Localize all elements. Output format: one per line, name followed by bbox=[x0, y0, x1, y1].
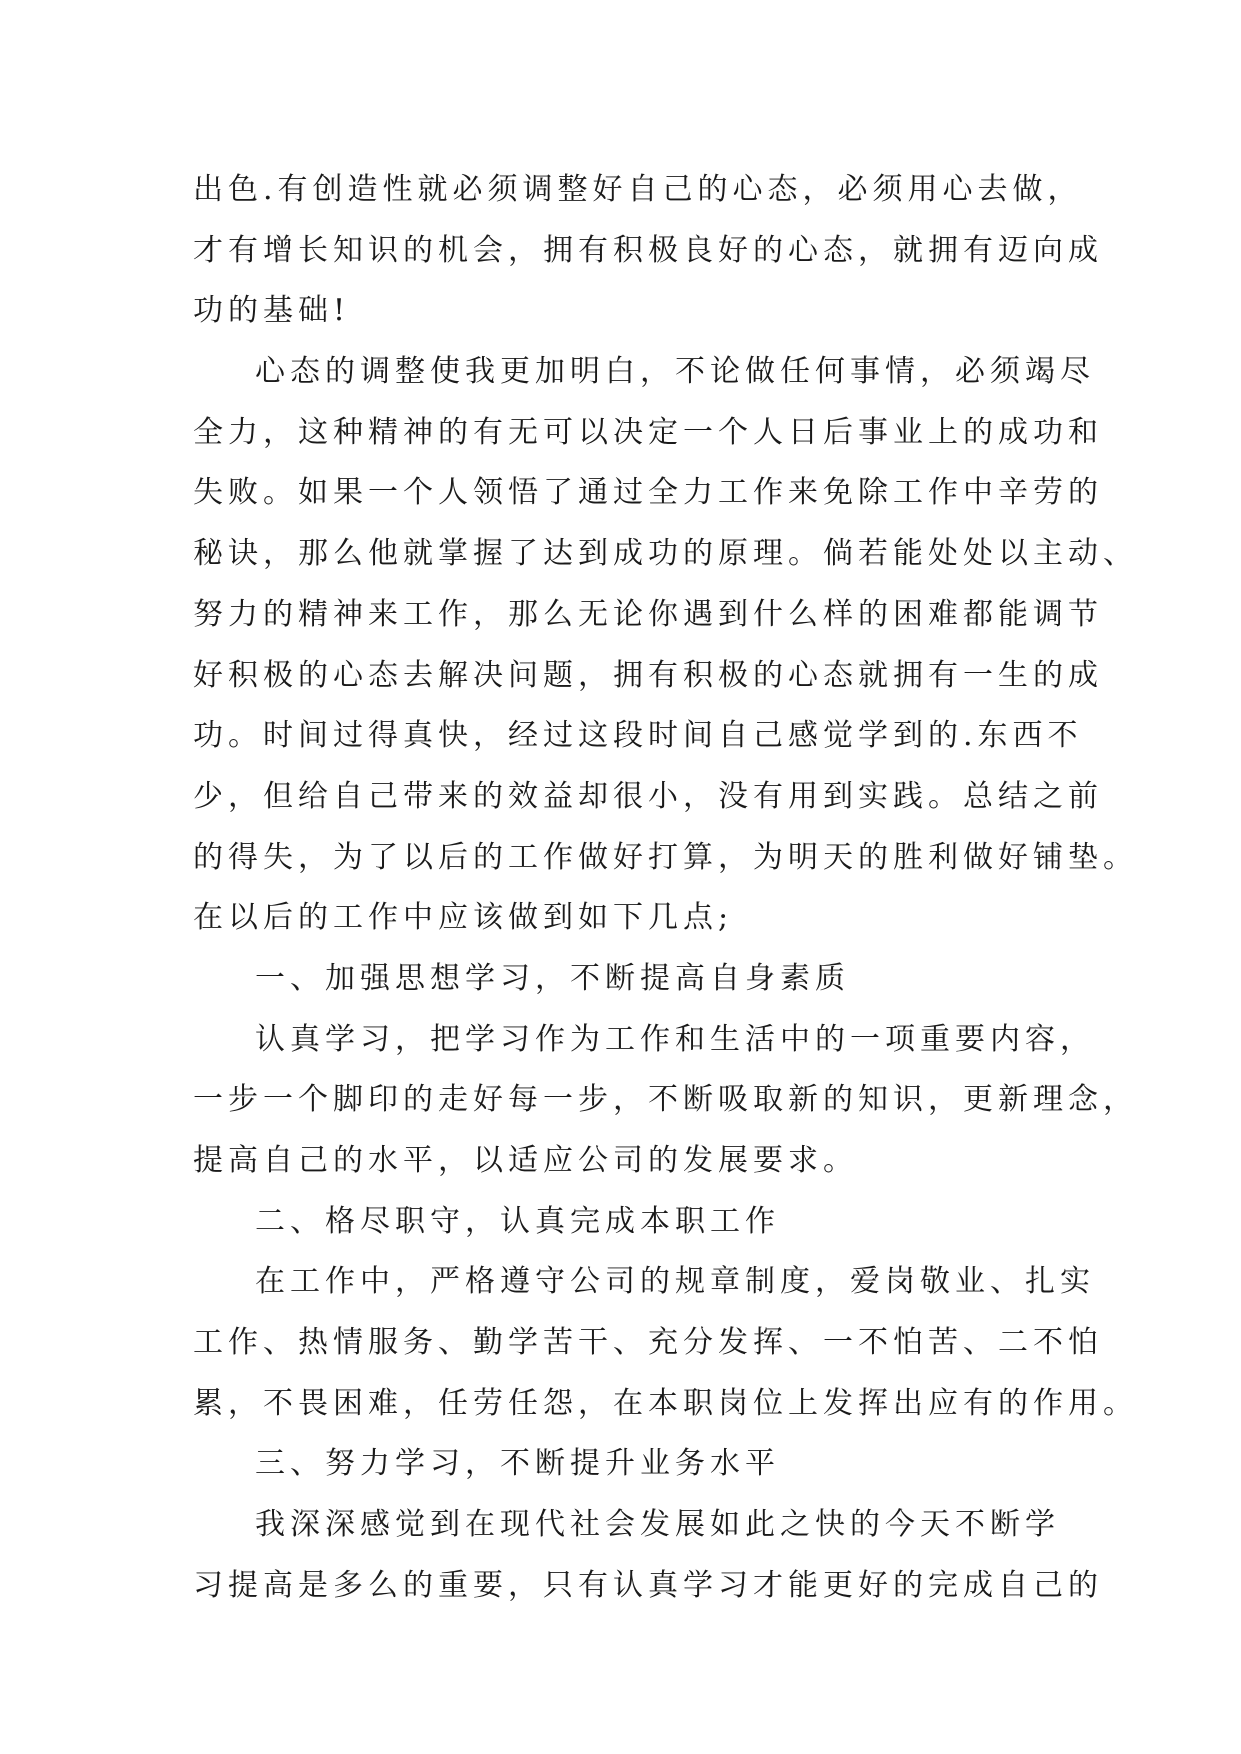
text-line: 一、加强思想学习，不断提高自身素质 bbox=[255, 960, 850, 996]
text-line: 在工作中，严格遵守公司的规章制度，爱岗敬业、扎实 bbox=[255, 1264, 1095, 1300]
text-line: 秘诀，那么他就掌握了达到成功的原理。倘若能处处以主动、 bbox=[193, 536, 1138, 572]
text-line: 失败。如果一个人领悟了通过全力工作来免除工作中辛劳的 bbox=[193, 475, 1103, 511]
text-line: 认真学习，把学习作为工作和生活中的一项重要内容， bbox=[255, 1021, 1095, 1057]
text-line: 提高自己的水平，以适应公司的发展要求。 bbox=[193, 1143, 858, 1178]
text-line: 全力，这种精神的有无可以决定一个人日后事业上的成功和 bbox=[193, 414, 1103, 450]
text-line: 一步一个脚印的走好每一步，不断吸取新的知识，更新理念， bbox=[193, 1082, 1138, 1118]
text-line: 在以后的工作中应该做到如下几点; bbox=[193, 900, 734, 936]
text-line: 好积极的心态去解决问题，拥有积极的心态就拥有一生的成 bbox=[193, 657, 1103, 693]
text-line: 二、格尽职守，认真完成本职工作 bbox=[255, 1203, 780, 1239]
text-line: 我深深感觉到在现代社会发展如此之快的今天不断学 bbox=[255, 1507, 1060, 1543]
text-line: 累，不畏困难，任劳任怨，在本职岗位上发挥出应有的作用。 bbox=[193, 1385, 1138, 1421]
text-line: 功的基础! bbox=[193, 293, 351, 329]
text-line: 的得失，为了以后的工作做好打算，为明天的胜利做好铺垫。 bbox=[193, 839, 1138, 875]
text-line: 心态的调整使我更加明白，不论做任何事情，必须竭尽 bbox=[255, 354, 1095, 390]
text-line: 功。时间过得真快，经过这段时间自己感觉学到的.东西不 bbox=[193, 718, 1083, 754]
text-line: 出色.有创造性就必须调整好自己的心态，必须用心去做， bbox=[193, 172, 1083, 207]
text-line: 少，但给自己带来的效益却很小，没有用到实践。总结之前 bbox=[193, 778, 1103, 814]
text-line: 习提高是多么的重要，只有认真学习才能更好的完成自己的 bbox=[193, 1567, 1103, 1603]
text-line: 工作、热情服务、勤学苦干、充分发挥、一不怕苦、二不怕 bbox=[193, 1325, 1103, 1361]
text-line: 才有增长知识的机会，拥有积极良好的心态，就拥有迈向成 bbox=[193, 232, 1103, 268]
text-line: 三、努力学习，不断提升业务水平 bbox=[255, 1446, 780, 1482]
text-line: 努力的精神来工作，那么无论你遇到什么样的困难都能调节 bbox=[193, 596, 1103, 632]
document-body bbox=[193, 160, 1138, 1617]
